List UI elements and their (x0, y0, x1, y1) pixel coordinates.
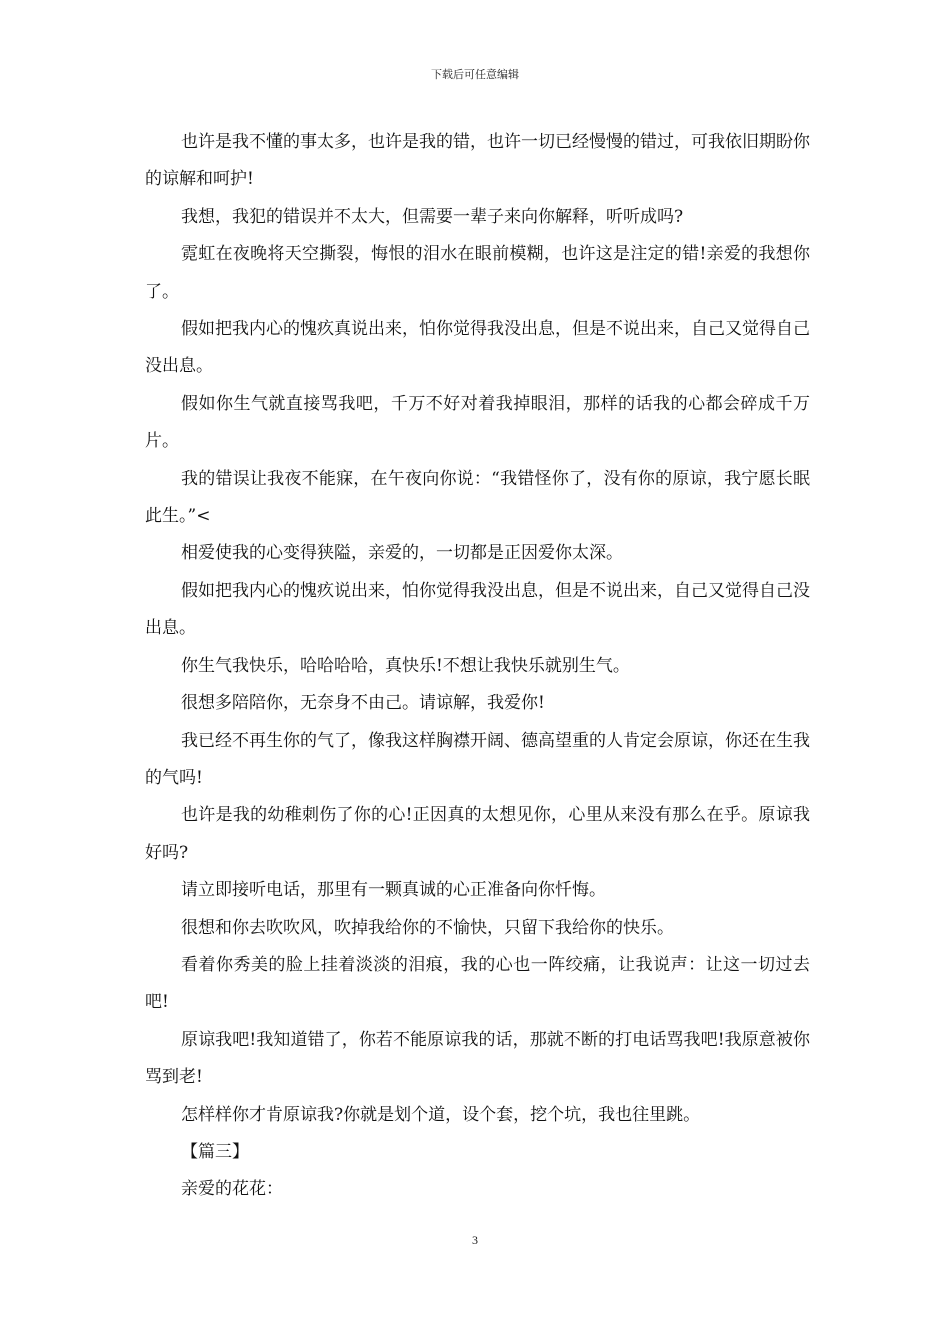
paragraph: 我想，我犯的错误并不太大，但需要一辈子来向你解释，听听成吗? (181, 206, 684, 227)
paragraph: 假如把我内心的愧疚真说出来，怕你觉得我没出息，但是不说出来，自己又觉得自己没出息。 (145, 319, 810, 377)
paragraph: 怎样样你才肯原谅我?你就是划个道，设个套，挖个坑，我也往里跳。 (181, 1104, 701, 1125)
paragraph: 很想和你去吹吹风，吹掉我给你的不愉快，只留下我给你的快乐。 (181, 917, 674, 938)
page-number: 3 (472, 1233, 478, 1247)
paragraph: 看着你秀美的脸上挂着淡淡的泪痕，我的心也一阵绞痛，让我说声：让这一切过去吧! (145, 954, 810, 1013)
paragraph: 我的错误让我夜不能寐，在午夜向你说：“我错怪你了，没有你的原谅，我宁愿长眠此生。”< (145, 468, 810, 527)
paragraph: 霓虹在夜晚将天空撕裂，悔恨的泪水在眼前模糊，也许这是注定的错!亲爱的我想你了。 (145, 244, 810, 302)
paragraph: 我已经不再生你的气了，像我这样胸襟开阔、德高望重的人肯定会原谅，你还在生我的气吗! (145, 730, 810, 788)
section-heading: 【篇三】 (181, 1141, 249, 1162)
paragraph: 假如你生气就直接骂我吧，千万不好对着我掉眼泪，那样的话我的心都会碎成千万片。 (145, 393, 810, 452)
paragraph: 相爱使我的心变得狭隘，亲爱的，一切都是正因爱你太深。 (181, 543, 623, 564)
paragraph: 你生气我快乐，哈哈哈哈，真快乐!不想让我快乐就别生气。 (181, 655, 630, 676)
paragraph: 很想多陪陪你，无奈身不由己。请谅解，我爱你! (181, 693, 545, 714)
salutation: 亲爱的花花： (181, 1179, 283, 1200)
paragraph: 请立即接听电话，那里有一颗真诚的心正准备向你忏悔。 (181, 880, 606, 901)
paragraph: 假如把我内心的愧疚说出来，怕你觉得我没出息，但是不说出来，自己又觉得自己没出息。 (145, 580, 810, 639)
document-body (145, 124, 810, 1209)
paragraph: 原谅我吧!我知道错了，你若不能原谅我的话，那就不断的打电话骂我吧!我原意被你骂到老! (145, 1029, 810, 1088)
page-header: 下载后可任意编辑 (431, 68, 519, 81)
paragraph: 也许是我不懂的事太多，也许是我的错，也许一切已经慢慢的错过，可我依旧期盼你的谅解和呵护! (145, 132, 810, 190)
paragraph: 也许是我的幼稚刺伤了你的心!正因真的太想见你，心里从来没有那么在乎。原谅我好吗? (145, 805, 810, 863)
